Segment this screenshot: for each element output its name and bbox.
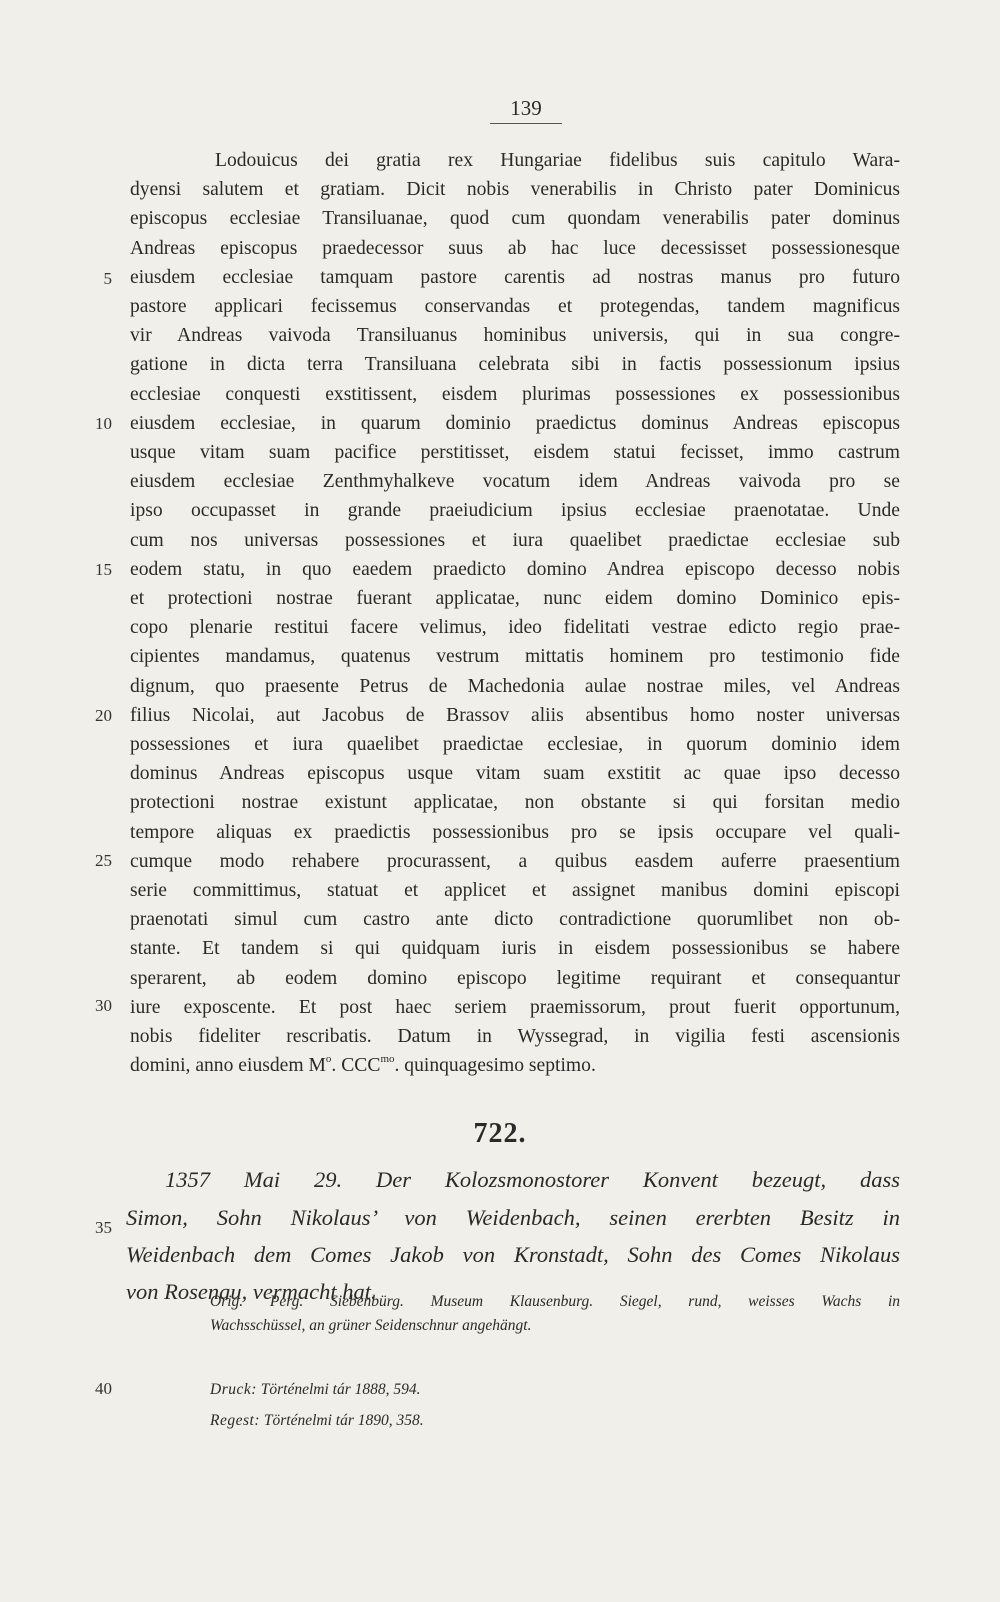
letter-line-part: . quinquagesimo septimo. — [394, 1055, 596, 1077]
letter-line: sperarent, ab eodem domino episcopo legitime requirant et consequantur — [130, 967, 900, 989]
letter-line: et protectioni nostrae fuerant applicatae, nunc eidem domino Dominico epis- — [130, 588, 900, 609]
letter-line: usque vitam suam pacifice perstitisset, eisdem statui fecisset, immo castrum — [130, 442, 900, 463]
note-regest — [210, 1409, 900, 1433]
margin-line-number: 25 — [95, 851, 112, 870]
letter-line: cumque modo rehabere procurassent, a quibus easdem auferre praesentium — [130, 850, 900, 872]
note-druck — [210, 1378, 900, 1402]
margin-line-number: 20 — [95, 706, 112, 725]
letter-line: tempore aliquas ex praedictis possessionibus pro se ipsis occupare vel quali- — [130, 821, 900, 843]
letter-line: eiusdem ecclesiae tamquam pastore carentis ad nostras manus pro futuro — [130, 266, 900, 288]
letter-line: vir Andreas vaivoda Transiluanus hominibus universis, qui in sua congre- — [130, 325, 900, 347]
letter-line: possessiones et iura quaelibet praedictae ecclesiae, in quorum dominio idem — [130, 734, 900, 755]
letter-line: gatione in dicta terra Transiluana celebrata sibi in factis possessionum ipsius — [130, 354, 900, 376]
letter-line: eiusdem ecclesiae, in quarum dominio praedictus dominus Andreas episcopus — [130, 412, 900, 434]
note-orig-line-2: Wachsschüssel, an grüner Seidenschnur angehängt. — [210, 1317, 532, 1334]
letter-line: copo plenarie restitui facere velimus, ideo fidelitati vestrae edicto regio prae- — [130, 617, 900, 639]
letter-line: ecclesiae conquesti exstitissent, eisdem plurimas possessiones ex possessionibus — [130, 383, 900, 405]
letter-line: nobis fideliter rescribatis. Datum in Wyssegrad, in vigilia festi ascensionis — [130, 1026, 900, 1047]
letter-line: dignum, quo praesente Petrus de Machedonia aulae nostrae miles, vel Andreas — [130, 675, 900, 697]
note-orig-line-1: Orig. Perg. Siebenbürg. Museum Klausenburg. Siegel, rund, weisses Wachs in — [210, 1293, 900, 1310]
letter-line: eiusdem ecclesiae Zenthmyhalkeve vocatum idem Andreas vaivoda pro se — [130, 471, 900, 493]
letter-line: cipientes mandamus, quatenus vestrum mittatis hominem pro testimonio fide — [130, 646, 900, 668]
letter-line: eodem statu, in quo eaedem praedicto domino Andrea episcopo decesso nobis — [130, 558, 900, 580]
letter-line: praenotati simul cum castro ante dicto contradictione quorumlibet non ob- — [130, 909, 900, 931]
letter-line-part: . CCC — [331, 1055, 381, 1077]
druck-value: Történelmi tár 1888, 594. — [260, 1381, 421, 1398]
regest-line: von Rosenau, vermacht hat. — [126, 1279, 377, 1304]
letter-line: ipso occupasset in grande praeiudicium ipsius ecclesiae praenotatae. Unde — [130, 500, 900, 522]
letter-line: protectioni nostrae existunt applicatae, non obstante si qui forsitan medio — [130, 792, 900, 814]
letter-line-part: mo — [380, 1053, 395, 1066]
letter-line: iure exposcente. Et post haec seriem praemissorum, prout fuerit opportunum, — [130, 996, 900, 1018]
margin-line-number: 40 — [95, 1379, 112, 1398]
regest-line: Weidenbach dem Comes Jakob von Kronstadt, Sohn des Comes Nikolaus — [126, 1242, 900, 1267]
letter-line-part: o — [325, 1053, 332, 1066]
regest-line: 1357 Mai 29. Der Kolozsmonostorer Konvent bezeugt, dass — [165, 1167, 900, 1192]
regest-value: Történelmi tár 1890, 358. — [263, 1412, 424, 1429]
margin-line-number: 10 — [95, 414, 112, 433]
regest-label: Regest: — [210, 1412, 260, 1429]
letter-line: pastore applicari fecissemus conservandas et protegendas, tandem magnificus — [130, 296, 900, 317]
letter-line-part: domini, anno eiusdem M — [130, 1055, 326, 1077]
letter-line: Andreas episcopus praedecessor suus ab hac luce decessisset possessionesque — [130, 237, 900, 259]
letter-line: Lodouicus dei gratia rex Hungariae fidelibus suis capitulo Wara- — [215, 150, 900, 171]
regest-line: Simon, Sohn Nikolaus’ von Weidenbach, seinen ererbten Besitz in — [126, 1205, 900, 1230]
letter-line: dyensi salutem et gratiam. Dicit nobis venerabilis in Christo pater Dominicus — [130, 179, 900, 201]
druck-label: Druck: — [210, 1381, 257, 1398]
letter-line-last — [130, 1052, 900, 1080]
letter-line: stante. Et tandem si qui quidquam iuris in eisdem possessionibus se habere — [130, 938, 900, 960]
letter-line: episcopus ecclesiae Transiluanae, quod cum quondam venerabilis pater dominus — [130, 208, 900, 230]
margin-line-number: 15 — [95, 560, 112, 579]
margin-line-number: 30 — [95, 996, 112, 1015]
letter-line: serie committimus, statuat et applicet et assignet manibus domini episcopi — [130, 880, 900, 901]
margin-line-number: 35 — [95, 1218, 112, 1237]
document-number: 722. — [473, 1118, 527, 1149]
letter-line: dominus Andreas episcopus usque vitam suam exstitit ac quae ipso decesso — [130, 763, 900, 785]
margin-line-number: 5 — [103, 269, 112, 288]
letter-line: cum nos universas possessiones et iura quaelibet praedictae ecclesiae sub — [130, 529, 900, 551]
letter-line: filius Nicolai, aut Jacobus de Brassov aliis absentibus homo noster universas — [130, 704, 900, 726]
page-number: 139 — [490, 96, 562, 124]
